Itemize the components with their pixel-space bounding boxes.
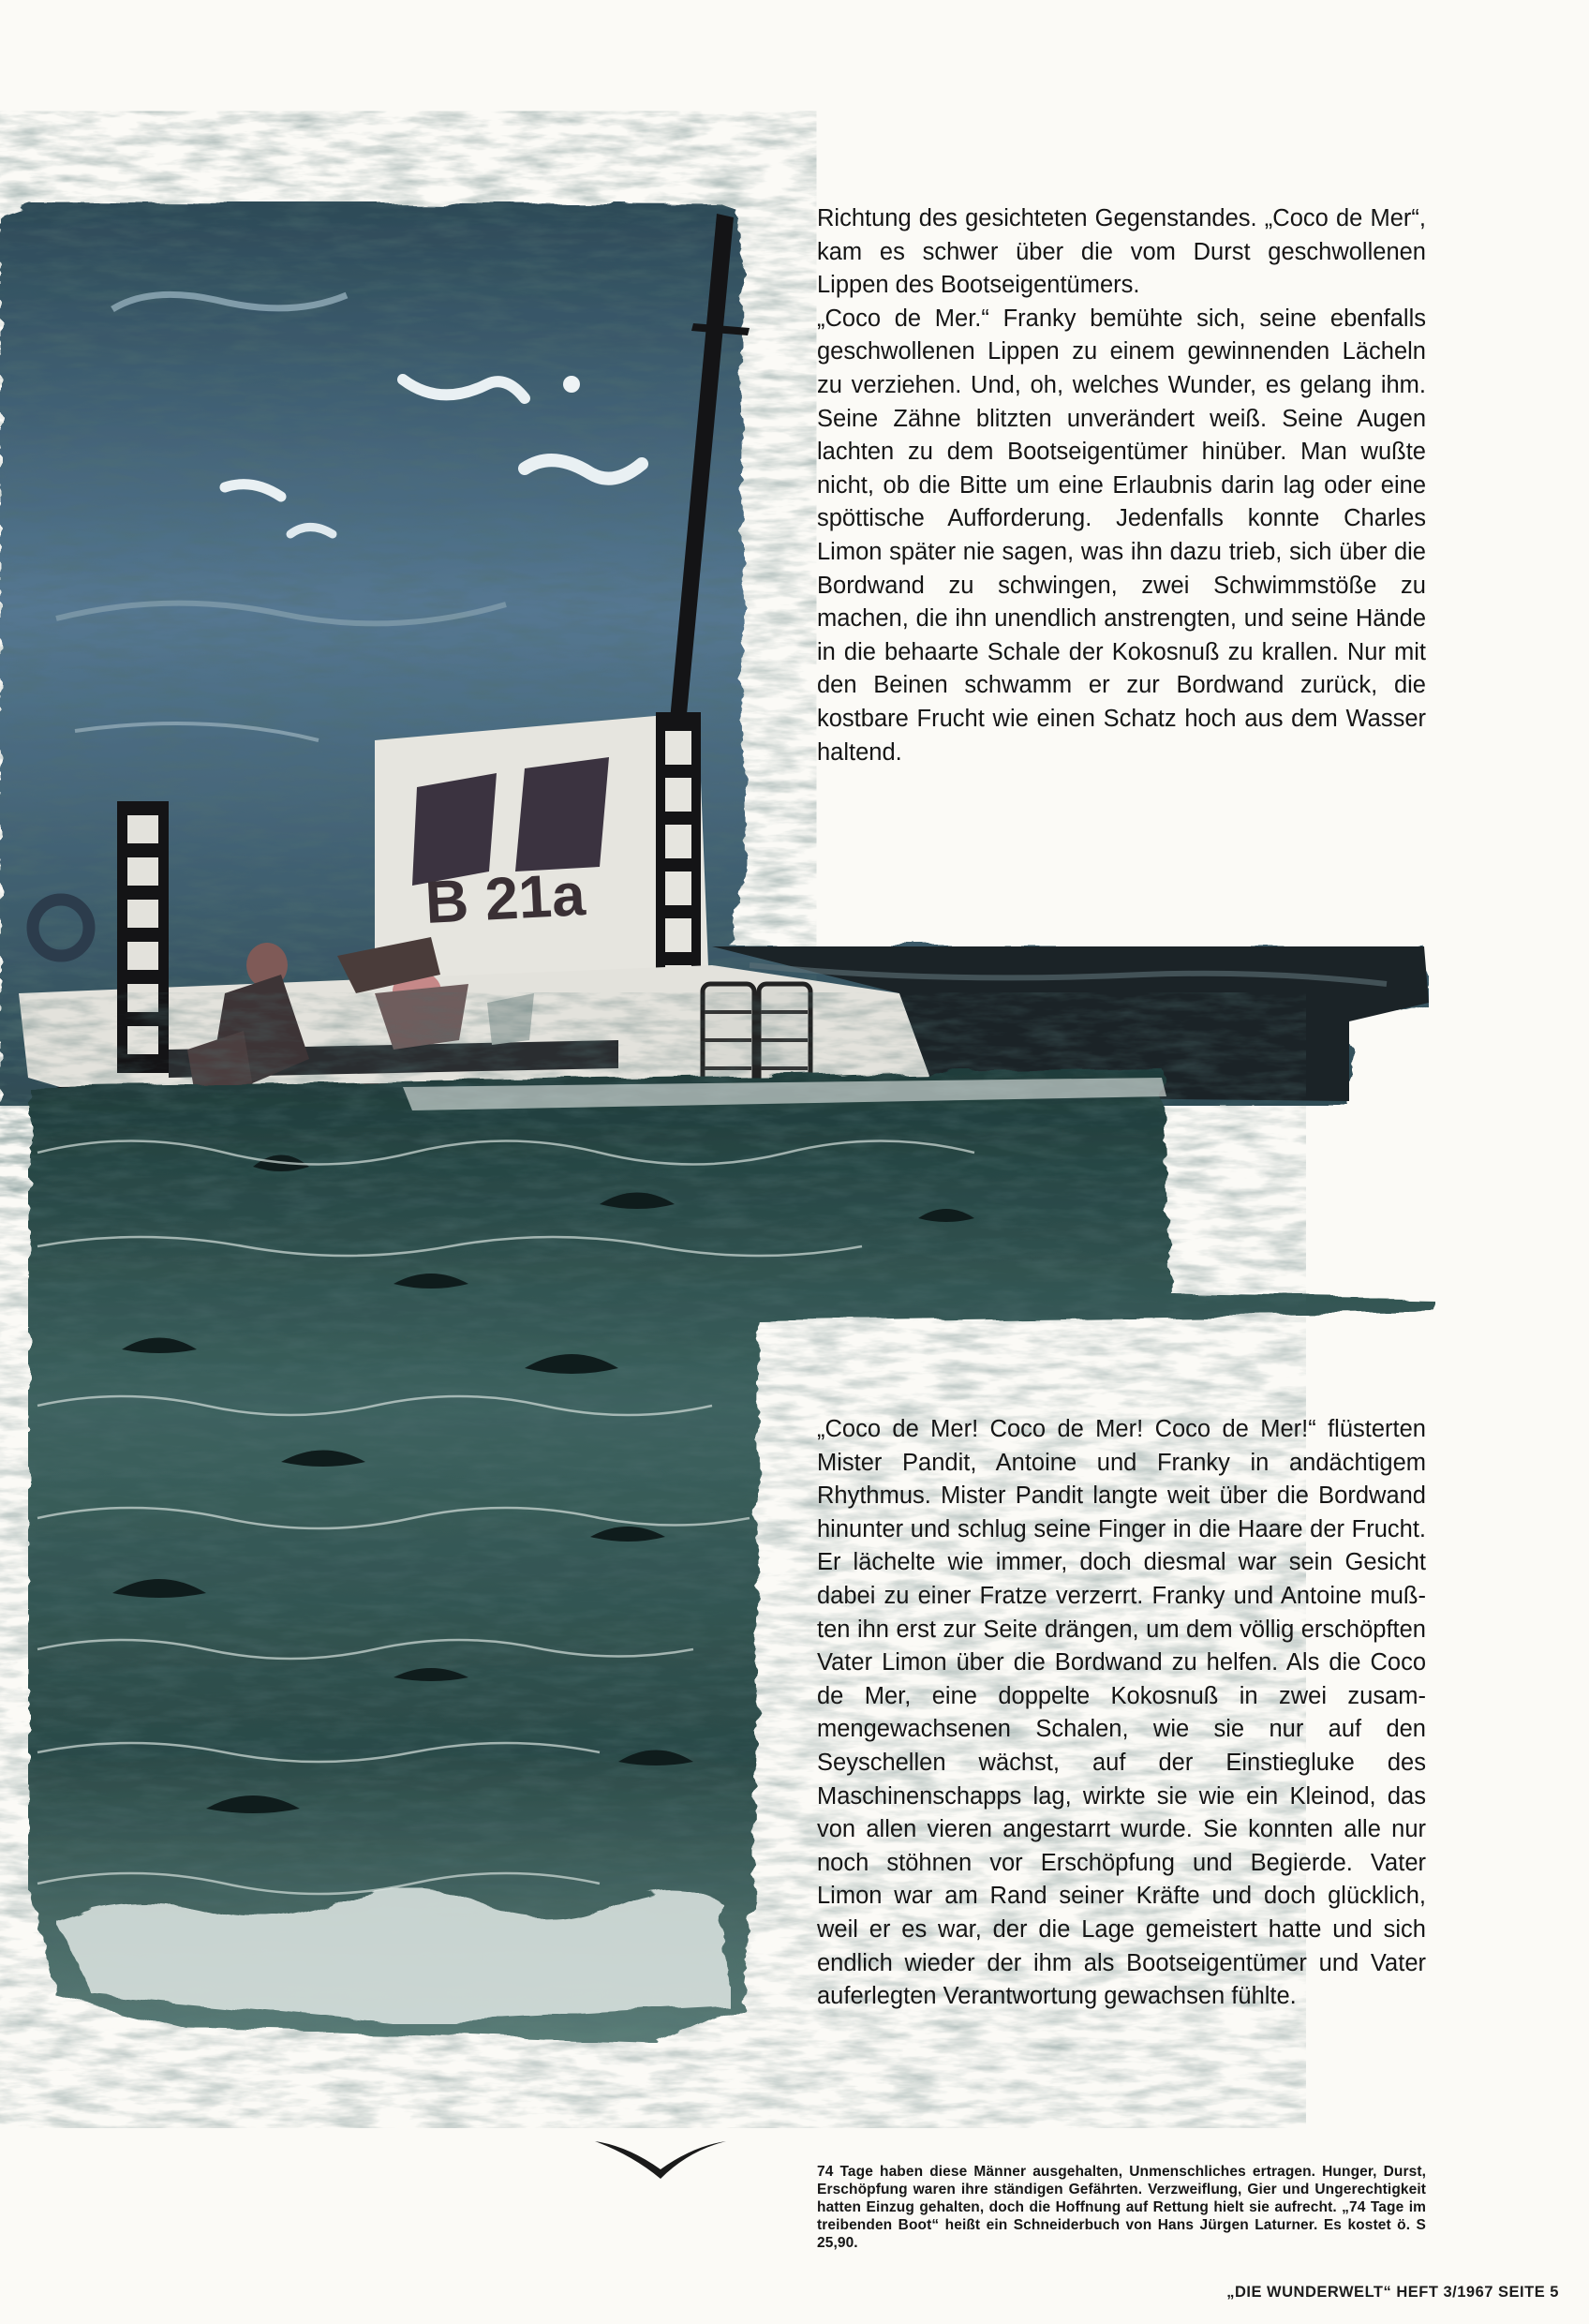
paragraph: „Coco de Mer! Coco de Mer! Coco de Mer!“ flüsterten Mister Pandit, Antoine und Franky in andächtigem Rhythmus. Mister Pandit langte weit über die Bordwand hinunter und schlug seine Finger in die Haare der Frucht. Er lächelte wie immer, doch diesmal war sein Gesicht dabei zu einer Fratze verzerrt. Franky und Antoine mußten ihn erst zur Seite drängen, um dem völlig erschöpften Vater Limon über die Bordwand zu helfen. Als die Coco de Mer, eine doppelte Kokosnuß in zwei zusammengewachsenen Schalen, wie sie nur auf den Seyschellen wächst, auf der Einstiegluke des Maschinenschapps lag, wirkte sie wie ein Kleinod, das von allen vieren angestarrt wurde. Sie konnten alle nur noch stöhnen vor Erschöpfung und Begierde. Vater Limon war am Rand seiner Kräfte und doch glücklich, weil er es war, der die Lage gemeistert hatte und sich endlich wieder der ihm als Bootseigentümer und Vater auferlegten Verantwortung gewachsen fühlte. (817, 1416, 1426, 2010)
barrels (703, 984, 810, 1087)
paragraph: „Coco de Mer.“ Franky bemühte sich, seine ebenfalls geschwollenen Lippen zu einem gewinnenden Lächeln zu verziehen. Und, oh, welches Wunder, es gelang ihm. Seine Zähne blitzten unverändert weiß. Seine Augen lachten zu dem Bootseigentümer hinüber. Man wußte nicht, ob die Bitte um eine Erlaubnis darin lag oder eine spöttische Aufforderung. Jedenfalls konnte Charles Limon später nie sagen, was ihn dazu trieb, sich über die Bordwand zu schwingen, zwei Schwimmstöße zu machen, die ihn unendlich anstrengten, und seine Hände in die behaarte Schale der Kokosnuß zu krallen. Nur mit den Beinen schwamm er zur Bordwand zurück, die kostbare Frucht wie einen Schatz hoch aus dem Wasser haltend. (817, 305, 1426, 766)
paragraph: Richtung des gesichteten Gegenstandes. „Coco de Mer“, kam es schwer über die vom Durst geschwollenen Lippen des Bootseigentümers. (817, 205, 1426, 299)
bird-shape (595, 2141, 726, 2179)
story-text-bottom (817, 1413, 1426, 2014)
page-footer: „DIE WUNDERWELT“ HEFT 3/1967 SEITE 5 (1226, 2284, 1559, 2301)
book-caption: 74 Tage haben diese Männer ausgehalten, Unmenschliches ertragen. Hunger, Durst, Erschöpfung waren ihre ständigen Gefährten. Verzweiflung, Gier und Ungerechtigkeit hatten Einzug gehalten, doch die Hoffnung auf Rettung hielt sie aufrecht. „74 Tage im treibenden Boot“ heißt ein Schneiderbuch von Hans Jürgen Laturner. Es kostet ö. S 25,90. (817, 2164, 1426, 2251)
boat-number: B 21a (423, 860, 587, 936)
story-text-top (817, 202, 1426, 769)
